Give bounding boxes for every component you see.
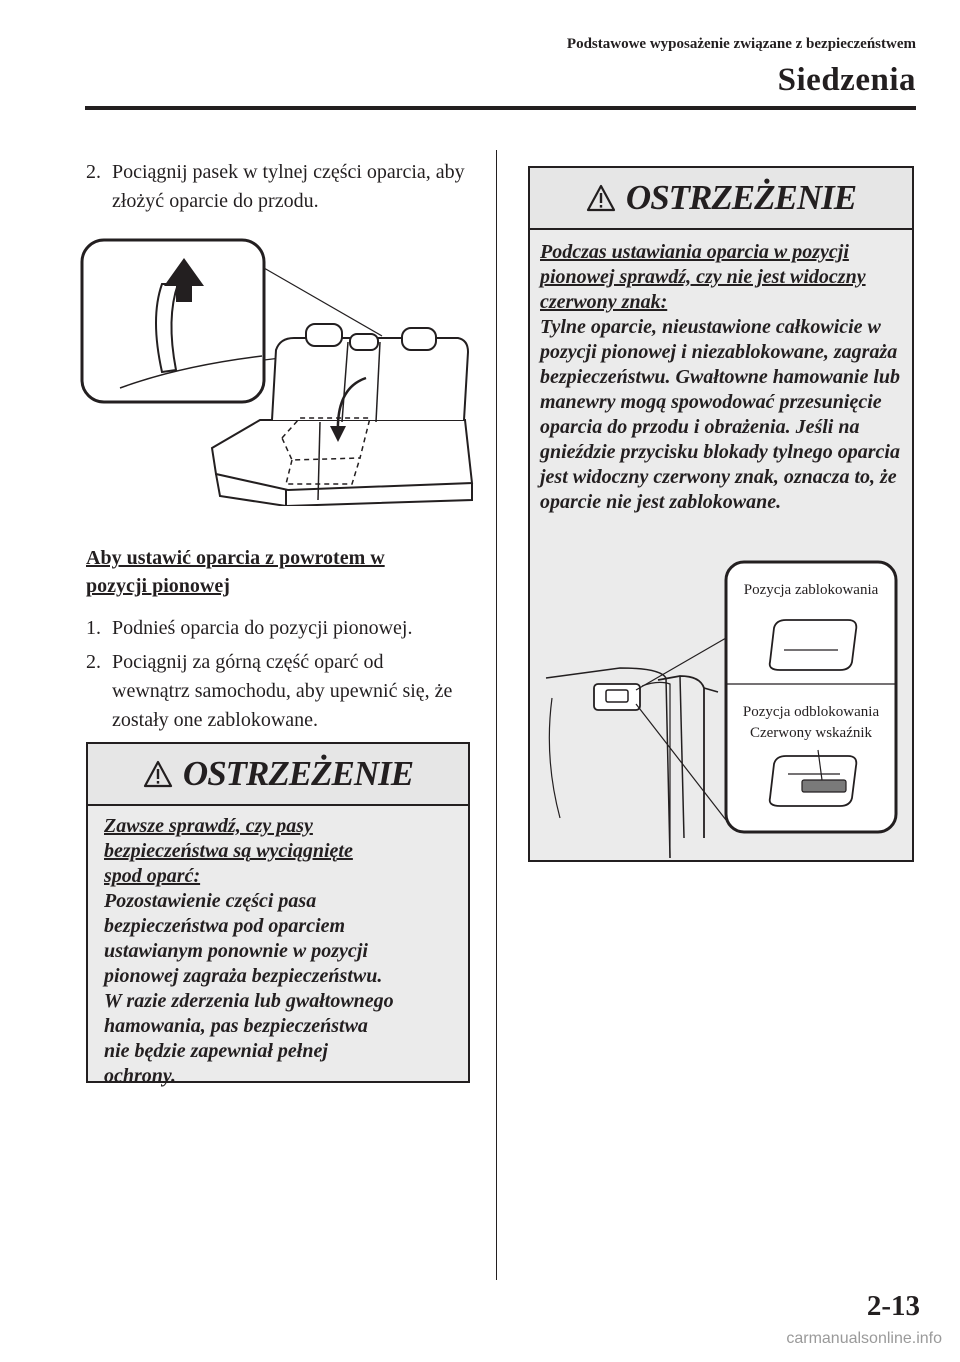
- step-text: Pociągnij za górną część oparć od wewnątrz samochodu, aby upewnić się, że zostały one zablokowane.: [112, 651, 453, 731]
- headrest-center: [350, 334, 378, 350]
- warning-title: OSTRZEŻENIE: [182, 754, 414, 793]
- section-subheading: Aby ustawić oparcia z powrotem w pozycji pionowej: [86, 547, 385, 597]
- step-check-lock: [86, 648, 466, 735]
- warning-title: OSTRZEŻENIE: [625, 178, 857, 217]
- warning-text: Tylne oparcie, nieustawione całkowicie w pozycji pionowej i niezablokowane, zagraża bezpieczeństwu. Gwałtowne hamowanie lub manewry mogą spowodować przesunięcie oparcia do przodu i obrażenia. Jeśli na gnieździe przycisku blokady tylnego oparcia jest widoczny czerwony znak, oznacza to, że oparcie nie jest zablokowane.: [540, 316, 901, 513]
- lock-button: [606, 690, 628, 702]
- step-raise-seat: [86, 614, 486, 643]
- strap-callout: [82, 240, 264, 402]
- label-unlocked-position: Pozycja odblokowania: [742, 704, 880, 720]
- watermark: carmanualsonline.info: [786, 1330, 942, 1347]
- warning-lead: Podczas ustawiania oparcia w pozycji pionowej sprawdź, czy nie jest widoczny czerwony znak:: [540, 241, 866, 313]
- warning-triangle-icon: [586, 184, 616, 212]
- warning-text: Pozostawienie części pasa bezpieczeństwa pod oparciem ustawianym ponownie w pozycji pionowej zagraża bezpieczeństwu. W razie zderzenia lub gwałtownego hamowania, pas bezpieczeństwa nie będzie zapewniał pełnej ochrony.: [104, 890, 394, 1087]
- warning-header: [88, 744, 468, 806]
- step-fold-seat: [86, 158, 486, 216]
- seatbelt-strap: [704, 688, 718, 692]
- seat-side-outline: [549, 698, 560, 818]
- label-red-indicator: Czerwony wskaźnik: [749, 725, 873, 741]
- step-number: 1.: [86, 617, 101, 639]
- warning-body: [88, 806, 468, 1089]
- seat-fold-illustration: [80, 238, 486, 506]
- label-locked-position: Pozycja zablokowania: [743, 582, 879, 598]
- warning-triangle-icon: [143, 760, 173, 788]
- red-indicator-mark: [802, 780, 846, 792]
- warning-lead: Zawsze sprawdź, czy pasy bezpieczeństwa są wyciągnięte spod oparć:: [104, 815, 353, 887]
- seatbelt-strap: [680, 676, 684, 838]
- button-locked-position: [770, 620, 857, 670]
- step-number: 2.: [86, 161, 101, 183]
- header-rule: [85, 106, 916, 110]
- warning-header: [530, 168, 912, 230]
- step-text: Podnieś oparcia do pozycji pionowej.: [112, 617, 413, 639]
- page-number: 2-13: [866, 1290, 920, 1322]
- headrest-right: [402, 328, 436, 350]
- headrest-left: [306, 324, 342, 346]
- column-divider: [496, 150, 497, 1280]
- warning-box-seatbelt: [86, 742, 470, 1087]
- page-title: Siedzenia: [777, 62, 916, 98]
- callout-line: [636, 638, 726, 690]
- seat-side-outline: [642, 682, 670, 858]
- warning-body: [530, 230, 912, 515]
- header-section-label: Podstawowe wyposażenie związane z bezpieczeństwem: [566, 36, 916, 52]
- step-number: 2.: [86, 651, 101, 673]
- step-text: Pociągnij pasek w tylnej części oparcia, aby złożyć oparcie do przodu.: [112, 161, 465, 212]
